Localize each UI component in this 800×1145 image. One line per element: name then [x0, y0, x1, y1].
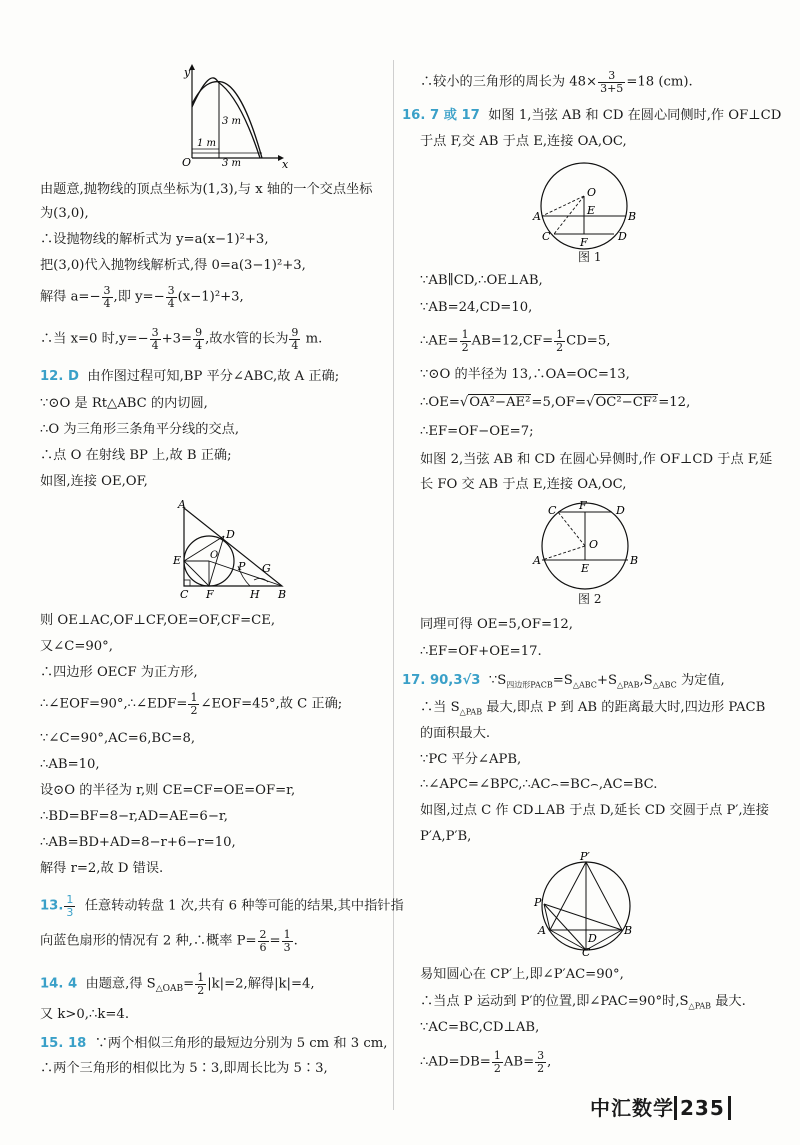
text-line: 如图 2,当弦 AB 和 CD 在圆心异侧时,作 OF⊥CD 于点 F,延 — [420, 452, 773, 467]
column-divider — [393, 60, 394, 1110]
svg-text:C: C — [180, 588, 189, 601]
svg-text:x: x — [282, 158, 289, 171]
text-line: ∴OE=√OA²−AE²=5,OF=√OC²−CF²=12, — [420, 395, 691, 410]
text-line: ∴AB=10, — [40, 757, 100, 772]
question-number: 17. 90,3√3 — [402, 673, 481, 688]
text-line: ∴四边形 OECF 为正方形, — [40, 665, 198, 680]
text-line: ∴点 O 在射线 BP 上,故 B 正确; — [40, 448, 232, 463]
svg-text:1 m: 1 m — [197, 138, 217, 149]
question-15: 15. 18 ∵两个相似三角形的最短边分别为 5 cm 和 3 cm, — [40, 1036, 388, 1051]
svg-text:E: E — [173, 554, 182, 567]
text-line: ∵∠C=90°,AC=6,BC=8, — [40, 731, 196, 746]
svg-text:B: B — [624, 924, 633, 937]
text-line: 同理可得 OE=5,OF=12, — [420, 617, 573, 632]
text-line: 易知圆心在 CP′上,即∠P′AC=90°, — [420, 967, 624, 982]
svg-text:3 m: 3 m — [222, 158, 242, 169]
footer-brand: 中汇数学 — [590, 1096, 674, 1120]
svg-text:A: A — [533, 554, 541, 567]
svg-text:A: A — [538, 924, 546, 937]
text-line: ∴O 为三角形三条角平分线的交点, — [40, 422, 240, 437]
text-line: ∵⊙O 的半径为 13,∴OA=OC=13, — [420, 367, 630, 382]
text-line: 为(3,0), — [40, 206, 89, 221]
text-line: ∵PC 平分∠APB, — [420, 752, 522, 767]
text-line: ∴BD=BF=8−r,AD=AE=6−r, — [40, 809, 228, 824]
fig-y-label: y — [184, 66, 191, 79]
text-line: ∴AB=BD+AD=8−r+6−r=10, — [40, 835, 236, 850]
text-line: ∵AC=BC,CD⊥AB, — [420, 1020, 540, 1035]
text-line: 如图,过点 C 作 CD⊥AB 于点 D,延长 CD 交圆于点 P′,连接 — [420, 803, 769, 818]
text-line: ∴当 $S_{\triangle PAB}$ 最大,即点 P 到 AB 的距离最大时,四边形 PACB — [420, 700, 766, 717]
text-line: ∵AB=24,CD=10, — [420, 300, 533, 315]
text-line: P′A,P′B, — [420, 829, 472, 844]
text-line: ∴两个三角形的相似比为 5∶3,即周长比为 5∶3, — [40, 1061, 328, 1076]
text-line: 则 OE⊥AC,OF⊥CF,OE=OF,CF=CE, — [40, 613, 276, 628]
svg-text:O: O — [182, 156, 192, 169]
text-line: 设⊙O 的半径为 r,则 CE=CF=OE=OF=r, — [40, 783, 296, 798]
svg-text:B: B — [278, 588, 287, 601]
svg-text:D: D — [588, 932, 597, 945]
text-line: ∴∠APC=∠BPC,∴AC⌢=BC⌢,AC=BC. — [420, 777, 658, 792]
svg-text:A: A — [178, 498, 186, 511]
text-line: ∴当点 P 运动到 P′的位置,即∠PAC=90°时$,S_{\triangle PAB}$ 最大. — [420, 994, 746, 1011]
svg-text:P: P — [534, 896, 542, 909]
circle-figure-3 — [532, 852, 642, 957]
parabola-figure — [170, 62, 290, 172]
svg-text:B: B — [628, 210, 637, 223]
question-number: 14. 4 — [40, 976, 78, 992]
figure-caption: 图 1 — [578, 250, 602, 264]
text-line: ∴AD=DB= $\frac{1}{2}$ AB= $\frac{3}{2}$ , — [420, 1049, 552, 1075]
text-line: 如图,连接 OE,OF, — [40, 474, 148, 489]
question-number: 12. D — [40, 369, 79, 384]
svg-text:D: D — [616, 504, 625, 517]
svg-text:B: B — [630, 554, 639, 567]
svg-text:C: C — [542, 230, 551, 243]
svg-text:D: D — [618, 230, 627, 243]
incircle-figure — [170, 498, 295, 603]
text-line: 解得 a=− $\frac{3}{4}$ ,即 y=− $\frac{3}{4}$ (x−1)²+3, — [40, 284, 244, 310]
text-line: ∴AE= $\frac{1}{2}$ AB=12,CF= $\frac{1}{2}$ CD=5, — [420, 328, 611, 354]
svg-text:E: E — [581, 562, 590, 575]
svg-text:O: O — [589, 538, 599, 551]
svg-text:C: C — [582, 946, 591, 957]
text-line: 的面积最大. — [420, 726, 491, 741]
text-line: 向蓝色扇形的情况有 2 种,∴概率 P= $\frac{2}{6}$ = $\frac{1}{3}$ . — [40, 928, 298, 954]
text-line: ∴EF=OF+OE=17. — [420, 644, 542, 659]
svg-text:O: O — [210, 550, 219, 561]
svg-text:P: P — [238, 560, 246, 573]
text-line: ∴EF=OF−OE=7; — [420, 424, 534, 439]
text-line: ∴∠EOF=90°,∴∠EDF= $\frac{1}{2}$ ∠EOF=45°,故 C 正确; — [40, 691, 343, 717]
question-16: 16. 7 或 17 如图 1,当弦 AB 和 CD 在圆心同侧时,作 OF⊥CD — [402, 108, 782, 123]
svg-text:G: G — [262, 562, 271, 575]
question-number: 16. 7 或 17 — [402, 108, 480, 123]
question-13: 13. $\frac{1}{3}$ 任意转动转盘 1 次,共有 6 种等可能的结果,其中指针指 — [40, 893, 404, 919]
svg-text:A: A — [533, 210, 541, 223]
text-line: ∴当 x=0 时,y=− $\frac{3}{4}$ +3= $\frac{9}{4}$ ,故水管的长为 $\frac{9}{4}$ m. — [40, 326, 323, 352]
text-line: 又∠C=90°, — [40, 639, 113, 654]
svg-text:C: C — [548, 504, 557, 517]
svg-text:F: F — [579, 500, 587, 512]
text-line: ∵AB∥CD,∴OE⊥AB, — [420, 273, 543, 288]
question-number: 13. — [40, 898, 64, 914]
text-line: ∴设抛物线的解析式为 y=a(x−1)²+3, — [40, 232, 269, 247]
svg-text:F: F — [580, 236, 588, 249]
page-number: 235 — [674, 1096, 731, 1120]
question-number: 15. 18 — [40, 1036, 87, 1051]
circle-figure-1 — [532, 156, 642, 256]
svg-text:H: H — [250, 588, 260, 601]
svg-text:D: D — [226, 528, 235, 541]
question-14: 14. 4 由题意,得 $S_{\triangle OAB}=$ $\frac{1}{2}$ |k|=2,解得|k|=4, — [40, 971, 315, 997]
svg-text:O: O — [587, 186, 597, 199]
svg-text:E: E — [587, 204, 596, 217]
text-line: 由题意,抛物线的顶点坐标为(1,3),与 x 轴的一个交点坐标 — [40, 182, 373, 197]
question-17: 17. 90,3√3 $\because S_{四边形PACB}=S_{\triangle ABC}+S_{\triangle PAB},S_{\triangle ABC}$ 为定值, — [402, 673, 725, 690]
text-line: 长 FO 交 AB 于点 E,连接 OA,OC, — [420, 477, 627, 492]
question-12: 12. D 由作图过程可知,BP 平分∠ABC,故 A 正确; — [40, 369, 340, 384]
text-line: ∵⊙O 是 Rt△ABC 的内切圆, — [40, 396, 208, 411]
page-footer — [590, 1092, 731, 1121]
figure-caption: 图 2 — [578, 592, 602, 606]
text-line: 又 k>0,∴k=4. — [40, 1007, 130, 1022]
svg-text:3 m: 3 m — [222, 116, 242, 127]
svg-text:P′: P′ — [580, 852, 590, 863]
text-line: 于点 F,交 AB 于点 E,连接 OA,OC, — [420, 134, 627, 149]
text-line: 把(3,0)代入抛物线解析式,得 0=a(3−1)²+3, — [40, 258, 306, 273]
text-line: 解得 r=2,故 D 错误. — [40, 861, 164, 876]
circle-figure-2 — [532, 500, 642, 600]
svg-text:F: F — [206, 588, 214, 601]
text-line: ∴较小的三角形的周长为 48× $\frac{3}{3+5}$ =18 (cm). — [420, 69, 693, 95]
